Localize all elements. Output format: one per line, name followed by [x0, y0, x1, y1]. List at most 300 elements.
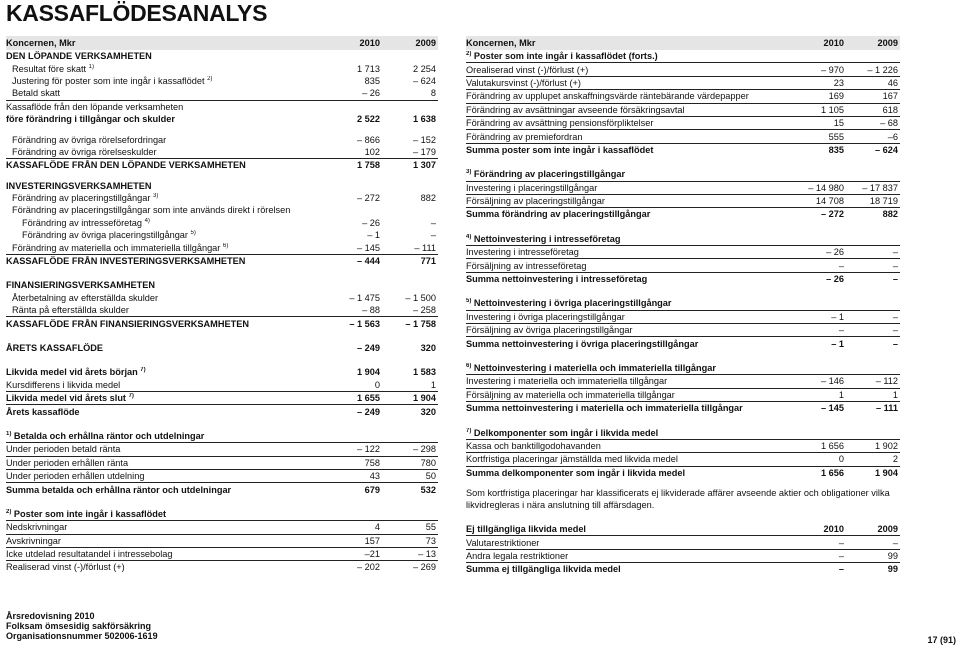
row-label-text: Summa poster som inte ingår i kassaflödet: [466, 144, 654, 155]
table-row: [466, 549, 900, 562]
value-2010: –: [838, 260, 844, 271]
row-label-text: Summa förändring av placeringstillgångar: [466, 209, 651, 220]
row-label: [466, 169, 762, 179]
row-label-text: Summa nettoinvestering i övriga placeringstillgångar: [466, 338, 699, 349]
value-2009: –: [892, 247, 898, 258]
value-2010: 4: [374, 522, 380, 533]
table-row: [6, 241, 438, 253]
table-row: [6, 560, 438, 573]
footnote-marker: 2): [207, 75, 213, 82]
row-label-text: Förändring av placeringstillgångar: [12, 193, 151, 204]
value-2010: – 1: [367, 230, 380, 241]
value-2009: –: [892, 274, 898, 285]
value-2010: –: [838, 325, 844, 336]
table-row: [466, 233, 900, 245]
footnote-marker: 3): [466, 169, 472, 176]
value-2009: – 1 226: [867, 64, 898, 75]
value-2010: 1: [838, 389, 844, 400]
value-2010: 0: [838, 454, 844, 465]
row-label: [466, 390, 762, 400]
value-2010: 102: [364, 146, 380, 157]
table-row: [6, 520, 438, 533]
table-row: [466, 523, 900, 535]
row-label-text: Nettoinvestering i övriga placeringstillgångar: [473, 298, 672, 309]
value-2009: –6: [887, 131, 898, 142]
value-2010: – 272: [357, 193, 380, 204]
value-2010: –: [838, 550, 844, 561]
value-2009: – 624: [413, 75, 436, 86]
footnote-marker: 1): [88, 63, 94, 70]
row-label: [12, 76, 318, 86]
table-row: [6, 75, 438, 87]
table-row: [466, 62, 900, 75]
footnote-marker: 7): [128, 393, 134, 400]
row-label: [466, 196, 762, 206]
value-2009: – 1 758: [405, 318, 436, 329]
value-2009: 99: [887, 564, 898, 575]
row-label: [6, 160, 318, 170]
row-label: [466, 65, 762, 75]
value-2010: – 249: [357, 343, 380, 353]
row-label: [6, 444, 318, 454]
row-label-text: Förändring av övriga rörelseskulder: [12, 146, 157, 157]
table-row: [6, 87, 438, 99]
value-2010: – 122: [357, 444, 380, 455]
header-label: Koncernen, Mkr: [6, 38, 76, 48]
table-row: [466, 362, 900, 374]
spacer: [466, 511, 900, 523]
value-2009: 18 719: [869, 196, 898, 207]
table-row: [6, 366, 438, 378]
value-2010: – 145: [357, 242, 380, 253]
row-label-text: Likvida medel vid årets början: [6, 367, 138, 378]
row-label: [6, 380, 318, 390]
spacer: [6, 418, 438, 430]
row-label-text: Förändring av intresseföretag: [22, 217, 143, 228]
footnote-marker: 2): [6, 508, 12, 515]
row-label: [466, 564, 762, 574]
footnote-marker: 5): [466, 298, 472, 305]
row-label-text: INVESTERINGSVERKSAMHETEN: [6, 180, 152, 191]
value-2010: – 26: [826, 247, 844, 258]
row-label-text: Summa ej tillgängliga likvida medel: [466, 564, 621, 575]
row-label: [466, 145, 762, 155]
spacer: [6, 172, 438, 180]
value-2009: 1: [430, 379, 436, 390]
table-row: [6, 229, 438, 241]
table-row: [6, 113, 438, 125]
row-label: [466, 298, 762, 308]
table-row: [6, 342, 438, 354]
value-2009: 50: [425, 471, 436, 482]
row-label-text: DEN LÖPANDE VERKSAMHETEN: [6, 51, 152, 62]
table-row: [466, 388, 900, 401]
row-label-text: Delkomponenter som ingår i likvida medel: [473, 427, 659, 438]
value-2009: – 111: [414, 242, 436, 253]
row-label: [6, 522, 318, 532]
spacer: [6, 330, 438, 342]
table-row: [6, 62, 438, 74]
value-2009: 771: [420, 256, 436, 267]
row-label-text: Förändring av placeringstillgångar som inte används direkt i rörelsen: [12, 205, 291, 216]
row-label-text: Årets kassaflöde: [6, 406, 80, 417]
footnote-marker: 3): [152, 193, 159, 200]
table-row: [6, 50, 438, 62]
value-2010: – 146: [821, 376, 844, 387]
table-row: [466, 76, 900, 89]
value-2009: 1 638: [413, 114, 436, 125]
table-header: [6, 36, 438, 50]
row-label: [466, 105, 762, 115]
row-label: [466, 468, 762, 478]
header-label: Koncernen, Mkr: [466, 38, 536, 48]
value-2010: 169: [828, 91, 844, 102]
value-2010: – 202: [357, 562, 380, 573]
row-label-text: före förändring i tillgångar och skulder: [6, 114, 175, 125]
page-number: 17 (91): [927, 635, 956, 645]
row-label-text: Kassaflöde från den löpande verksamheten: [6, 101, 184, 112]
spacer: [6, 354, 438, 366]
value-2009: – 624: [875, 144, 898, 155]
table-row: [6, 430, 438, 442]
row-label: [466, 339, 762, 349]
value-2009: –: [892, 537, 898, 548]
value-2010: 157: [364, 535, 380, 546]
row-label-text: Försäljning av placeringstillgångar: [466, 196, 605, 207]
spacer: [6, 267, 438, 279]
table-row: [6, 547, 438, 560]
value-2009: –: [892, 338, 898, 349]
value-2009: – 298: [413, 444, 436, 455]
value-2009: – 1 500: [405, 292, 436, 303]
row-label: [466, 261, 762, 271]
spacer: [466, 221, 900, 233]
row-label: [6, 51, 318, 61]
row-label-text: Investering i materiella och immateriella tillgångar: [466, 376, 668, 387]
table-row: [466, 323, 900, 336]
value-2010: – 1: [831, 338, 844, 349]
value-2009: – 258: [413, 305, 436, 316]
row-label-text: Justering för poster som inte ingår i kassaflödet: [12, 75, 205, 86]
row-label-text: Förändring av avsättningar avseende försäkringsavtal: [466, 104, 685, 115]
row-label: [12, 88, 318, 98]
table-row: [6, 192, 438, 204]
table-row: [6, 180, 438, 192]
row-label: [6, 407, 318, 417]
value-2010: 0: [374, 379, 380, 390]
spacer: [466, 156, 900, 168]
table-row: [466, 310, 900, 323]
value-2009: – 179: [413, 146, 436, 157]
value-2010: 2010: [823, 524, 844, 535]
row-label-text: Poster som inte ingår i kassaflödet (forts.): [473, 51, 658, 62]
table-row: [466, 272, 900, 285]
row-label-text: Avskrivningar: [6, 535, 61, 546]
row-label: [466, 551, 762, 561]
value-2009: 1 583: [413, 367, 436, 378]
value-2009: –: [430, 217, 436, 228]
row-label: [466, 132, 762, 142]
value-2009: 1 307: [413, 160, 436, 171]
row-label: [466, 51, 762, 61]
value-2009: 320: [420, 406, 436, 417]
row-label-text: ÅRETS KASSAFLÖDE: [6, 343, 103, 353]
value-2010: 555: [828, 131, 844, 142]
value-2009: 1 904: [875, 467, 898, 478]
footnote-marker: 6): [466, 363, 472, 369]
value-2010: – 26: [826, 274, 844, 285]
value-2009: – 111: [876, 403, 898, 414]
value-2010: – 1: [831, 311, 844, 322]
value-2009: 2009: [877, 524, 898, 535]
value-2009: – 152: [413, 134, 436, 145]
value-2010: 1 904: [357, 367, 380, 378]
value-2009: – 13: [418, 549, 436, 560]
row-label: [466, 274, 762, 284]
value-2010: 1 656: [821, 467, 844, 478]
value-2010: –: [838, 564, 844, 575]
row-label: [466, 247, 762, 257]
row-label-text: Ej tillgängliga likvida medel: [466, 524, 586, 535]
row-label: [12, 243, 318, 253]
row-label-text: Förändring av övriga placeringstillgångar: [22, 230, 188, 241]
row-label-text: Under perioden betald ränta: [6, 444, 121, 455]
table-row: [466, 194, 900, 207]
table-row: [6, 508, 438, 520]
row-label: [466, 234, 762, 244]
row-label: [466, 209, 762, 219]
value-2010: – 1 475: [349, 292, 380, 303]
page-title: KASSAFLÖDESANALYS: [6, 0, 268, 26]
value-2010: –21: [364, 549, 380, 560]
row-label: [466, 312, 762, 322]
row-label: [466, 538, 762, 548]
table-row: [6, 204, 438, 216]
row-label: [6, 319, 318, 329]
row-label: [466, 524, 762, 534]
table-row: [466, 439, 900, 452]
row-label-text: Förändring av övriga rörelsefordringar: [12, 134, 167, 145]
value-2010: – 272: [821, 209, 844, 220]
value-2009: –: [892, 260, 898, 271]
row-label: [12, 293, 318, 303]
row-label-text: Investering i intresseföretag: [466, 247, 579, 258]
value-2009: 2: [892, 454, 898, 465]
value-2010: 1 655: [357, 393, 380, 404]
footer-company: Folksam ömsesidig sakförsäkring: [6, 621, 152, 631]
table-row: [466, 297, 900, 309]
footer-report-name: Årsredovisning 2010: [6, 611, 95, 621]
left-cash-flow-table: [6, 36, 438, 574]
row-label-text: Summa nettoinvestering i materiella och immateriella tillgångar: [466, 403, 743, 414]
footer-org-number: Organisationsnummer 502006-1619: [6, 631, 158, 641]
table-row: [6, 469, 438, 482]
value-2009: 882: [882, 209, 898, 220]
row-label-text: Kassa och banktillgodohavanden: [466, 440, 601, 451]
row-label-text: KASSAFLÖDE FRÅN DEN LÖPANDE VERKSAMHETEN: [6, 160, 246, 171]
row-label: [6, 536, 318, 546]
table-row: [466, 374, 900, 387]
row-label: [6, 471, 318, 481]
table-row: [466, 168, 900, 180]
value-2010: – 26: [362, 88, 380, 99]
row-label-text: Andra legala restriktioner: [466, 550, 569, 561]
footnote-marker: 5): [190, 230, 196, 237]
header-year-2010: 2010: [823, 38, 844, 48]
value-2010: 835: [364, 75, 380, 86]
row-label: [12, 147, 318, 157]
table-row: [466, 245, 900, 258]
table-row: [466, 401, 900, 414]
row-label-text: Summa betalda och erhållna räntor och utdelningar: [6, 484, 232, 495]
table-row: [6, 379, 438, 391]
value-2010: 1 758: [357, 160, 380, 171]
table-row: [6, 304, 438, 316]
value-2010: – 249: [357, 406, 380, 417]
footnote-marker: 6): [222, 242, 229, 249]
value-2009: 1 904: [413, 393, 436, 404]
row-label: [6, 431, 318, 441]
row-label: [6, 102, 318, 112]
footnote-marker: 1): [6, 430, 12, 437]
row-label-text: Förändring av materiella och immateriella tillgångar: [12, 242, 221, 253]
row-label: [6, 485, 318, 495]
value-2010: – 970: [821, 64, 844, 75]
row-label: [12, 193, 318, 203]
value-2010: – 444: [357, 256, 380, 267]
row-label-text: Likvida medel vid årets slut: [6, 393, 126, 404]
row-label: [6, 393, 318, 403]
value-2010: 14 708: [815, 196, 844, 207]
table-row: [466, 89, 900, 102]
value-2009: 1: [892, 389, 898, 400]
table-row: [6, 391, 438, 404]
header-year-2009: 2009: [415, 38, 436, 48]
row-label-text: Valutarestriktioner: [466, 537, 540, 548]
value-2009: 46: [887, 77, 898, 88]
spacer: [466, 414, 900, 426]
table-header: [466, 36, 900, 50]
row-label: [466, 376, 762, 386]
row-label-text: Betalda och erhållna räntor och utdelningar: [13, 430, 205, 441]
table-row: [6, 279, 438, 291]
table-row: [466, 116, 900, 129]
value-2009: 167: [882, 91, 898, 102]
table-row: [6, 316, 438, 329]
row-label-text: Förändring av upplupet anskaffningsvärde räntebärande värdepapper: [466, 91, 749, 102]
value-2010: – 145: [821, 403, 844, 414]
row-label: [466, 363, 762, 373]
table-row: [6, 534, 438, 547]
value-2009: 2 254: [413, 63, 436, 74]
footnote-marker: 7): [466, 427, 472, 434]
table-row: [466, 336, 900, 349]
table-row: [6, 456, 438, 469]
value-2010: 23: [833, 77, 844, 88]
row-label-text: Försäljning av materiella och immateriella tillgångar: [466, 389, 675, 400]
table-row: [466, 535, 900, 548]
value-2010: – 866: [357, 134, 380, 145]
table-row: [466, 143, 900, 156]
value-2010: – 26: [362, 217, 380, 228]
row-label: [466, 403, 762, 413]
value-2009: 55: [425, 522, 436, 533]
row-label: [466, 118, 762, 128]
value-2009: –: [892, 325, 898, 336]
table-row: [6, 482, 438, 495]
row-label: [466, 454, 762, 464]
row-label: [6, 280, 318, 290]
value-2010: 679: [364, 484, 380, 495]
row-label: [466, 325, 762, 335]
value-2010: 1 656: [821, 440, 844, 451]
value-2010: 2 522: [357, 114, 380, 125]
table-row: [6, 100, 438, 113]
row-label: [6, 509, 318, 519]
spacer: [466, 350, 900, 362]
row-label: [12, 64, 318, 74]
table-row: [466, 103, 900, 116]
row-label: [466, 428, 762, 438]
row-label-text: Under perioden erhållen ränta: [6, 457, 129, 468]
table-row: [6, 442, 438, 455]
footnote-text: Som kortfristiga placeringar har klassificerats ej likviderade affärer avseende aktier och obligationer vilka likvidregleras i nära anslutning till affärsdagen.: [466, 487, 890, 510]
row-label-text: Investering i placeringstillgångar: [466, 182, 598, 193]
footer: [6, 611, 158, 641]
footnote-marker: 4): [466, 233, 472, 240]
table-row: [466, 562, 900, 575]
row-label-text: Resultat före skatt: [12, 63, 87, 74]
value-2009: 780: [420, 457, 436, 468]
row-label-text: Nedskrivningar: [6, 522, 68, 533]
row-label: [466, 441, 762, 451]
value-2010: – 88: [362, 305, 380, 316]
table-row: [6, 292, 438, 304]
table-row: [6, 133, 438, 145]
table-row: [466, 129, 900, 142]
row-label-text: Ränta på efterställda skulder: [12, 305, 129, 316]
row-label-text: Kursdifferens i likvida medel: [6, 379, 121, 390]
value-2009: 8: [430, 88, 436, 99]
value-2009: 532: [420, 484, 436, 495]
footnote-marker: 2): [466, 51, 472, 58]
row-label-text: Försäljning av intresseföretag: [466, 260, 587, 271]
value-2009: –: [892, 311, 898, 322]
row-label: [12, 305, 318, 315]
footnote-marker: 7): [140, 367, 146, 374]
row-label-text: Realiserad vinst (-)/förlust (+): [6, 562, 125, 573]
footnote-marker: 4): [144, 217, 150, 224]
row-label-text: Försäljning av övriga placeringstillgångar: [466, 325, 633, 336]
table-row: [466, 452, 900, 465]
row-label-text: Återbetalning av efterställda skulder: [12, 292, 159, 303]
row-label: [22, 218, 318, 228]
table-row: [466, 50, 900, 62]
value-2010: 758: [364, 457, 380, 468]
row-label-text: Investering i övriga placeringstillgångar: [466, 311, 625, 322]
row-label-text: Förändring av avsättning pensionsförpliktelser: [466, 118, 654, 129]
row-label: [466, 91, 762, 101]
value-2009: 73: [425, 535, 436, 546]
value-2009: – 68: [880, 118, 898, 129]
value-2010: 1 105: [821, 104, 844, 115]
row-label-text: FINANSIERINGSVERKSAMHETEN: [6, 280, 156, 291]
value-2009: 320: [420, 343, 436, 353]
table-row: [6, 404, 438, 417]
row-label: [6, 343, 318, 353]
table-row: [6, 158, 438, 171]
row-label-text: Valutakursvinst (-)/förlust (+): [466, 77, 581, 88]
